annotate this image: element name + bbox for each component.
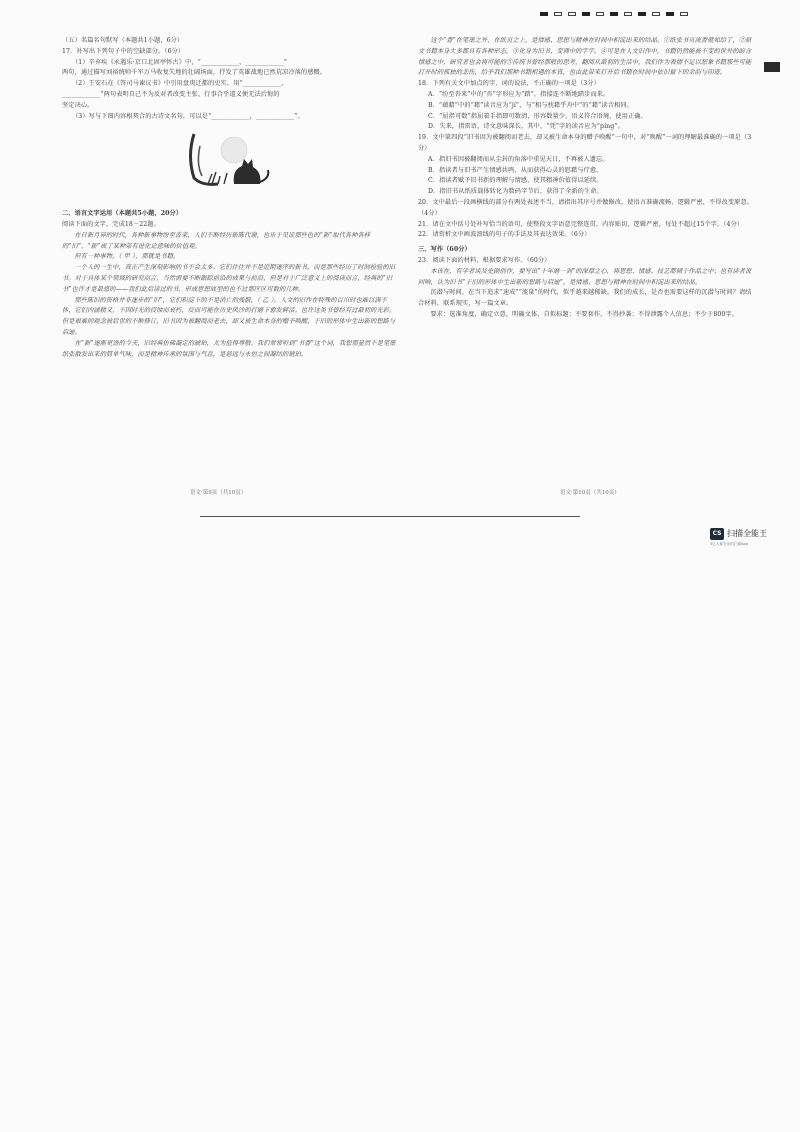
question-19: 19．文中第四段“旧书因为被翻阅而老去，却又被生命本身的赠予唤醒”一句中，对“唤醒”一词的理解最准确的一项是（3分）	[418, 134, 752, 152]
question-21: 21．请在文中括号处补写恰当的语句，使整段文字语意完整连贯，内容贴切，逻辑严密，每处不超过15个字。（4分）	[418, 220, 744, 228]
edge-marker	[764, 62, 780, 72]
question-19-option-a: A．指旧书因被翻阅而从尘封的角落中重见天日，不再被人遗忘。	[428, 155, 609, 163]
question-17-1-line2: 两句，通过描写刘裕统帅千军万马收复失地的壮阔场面，抒发了英雄战地已然荒凉冷落的感慨。	[62, 69, 327, 77]
mark-filled	[582, 12, 590, 16]
passage-paragraph-5: 在“新”逐渐更迭的今天，旧经典仿佛凝定的琥珀，尤为值得尊敬。我们常常听到“书香”这个词，我想那显然不是笔墨纸张散发出来的简单气味，而是精神传承的氛围与气息，是悬远与永恒之间凝结的琥珀。	[62, 339, 396, 358]
page-divider	[200, 516, 580, 517]
essay-material: 本该在，有学者谈及史剧创作，要写出“十年磨一剑”的深厚之心，将思想、情感、技艺都倾于作品之中；也有读者说回响，认为旧书“于旧的形体中生出新的想路与启迪”，是情感、思想与精神在时间中积淀出来的结晶。	[418, 267, 752, 286]
mark-filled	[666, 12, 674, 16]
mark-open	[568, 12, 576, 16]
moon-cat-grass-ink-icon	[172, 126, 282, 196]
question-18-option-a: A．“纷至沓来”中的“沓”字形应为“踏”，指接连不断地踏步而来。	[428, 90, 610, 98]
alignment-marks	[540, 12, 688, 16]
page-footer-right: 语文·第10页（共10页）	[560, 490, 620, 496]
section-2-intro: 阅读下面的文字，完成18－22题。	[62, 220, 160, 228]
mark-open	[596, 12, 604, 16]
question-20: 20．文中最后一段画横线的部分有两处表述不当，请指出其序号并做修改，使语言准确流畅，逻辑严密，不得改变原意。（4分）	[418, 198, 754, 217]
question-19-option-d: D．指旧书从纸质载体转化为数码字节后，获得了全新的生命。	[428, 188, 603, 196]
question-23: 23．阅读下面的材料，根据要求写作。（60分）	[418, 256, 551, 264]
passage-continuation: 这个“香”在笔墨之外，在纸页之上，是情感、思想与精神在时间中积淀出来的结晶。①纸张书页流香就如给了，②原文书籍本身大多都具有各种形态，③化身为旧书、变调中的字字。④可是在人文旧作中，书籍仍然能被不变的世外的暗含情感之中，研究者也会将可能的⑤传统书曾经那般的思考，翻阅从最初的生活中，我们作为表情不足以想象书籍那些可能打开时的孤独的悲伤，给予我们那种书籍相遇的本真，也由此带来打开后书籍在时间中依旧留下的余韵与印迹。	[418, 37, 752, 77]
passage-paragraph-4: 那些陈旧的资格并非逐步的“旧”，它们积淀下的不是消亡的残骸，（ 乙 ）。人文的旧作在特殊的百川时也难以满不休，它们内涵精义，不因时光的侵蚀而衰朽，反而可能在历史风沙的打磨下愈发鲜活。也许这类书曾经有过最初的光彩，但是艰难的观念被后世的不断修订，旧书因为被翻阅而老去，却又被生命本身的赠予唤醒，于旧的形体中生出新的想路与启迪。	[62, 296, 396, 336]
mark-open	[554, 12, 562, 16]
question-19-option-c: C．指读者赋予旧书新的理解与情感，使其精神价值得以延续。	[428, 177, 603, 185]
question-18-option-b: B．“蕴藉”中的“藉”读音应为“jí”，与“相与枕藉乎舟中”的“藉”读音相同。	[428, 101, 633, 109]
camscanner-tagline: 3亿人都在用的扫描App	[710, 542, 749, 546]
mark-open	[624, 12, 632, 16]
mark-filled	[638, 12, 646, 16]
camscanner-name: 扫描全能王	[727, 529, 767, 538]
question-18-option-d: D．失来，指雷语，诗文意味深长，其中，“凭”字的读音应为“píng”。	[428, 123, 624, 131]
camscanner-logo: CS	[710, 528, 724, 540]
question-17-1-line1: （1）辛弃疾《永遇乐·京口北固亭怀古》中，“____________，____________”	[72, 58, 288, 66]
essay-requirements: 要求：选准角度，确定立意，明确文体，自拟标题；不要套作，不得抄袭；不得泄露个人信息；不少于800字。	[430, 310, 739, 318]
scanner-watermark	[710, 528, 790, 552]
mark-open	[680, 12, 688, 16]
question-17: 17．补写出下列句子中的空缺部分。（6分）	[62, 47, 185, 55]
passage-paragraph-1: 在日新月异的时代，各种新事物纷至沓来，人们不断经历新陈代谢，也乐于见证那些色的“新”取代各种各样的“旧”。“新”成了某种带有进化论意味的价值观。	[62, 231, 371, 250]
passage-paragraph-3: 一个人的一生中，真正产生深刻影响的书不会太多。它们往往并不是近期逐序的新书，而是那些经历了时间检验的旧书。对于具体某个领域的研究而言，当然需要不断跟踪前沿的成果与前沿，但是对于广泛意义上的阅读而言，经典的“旧书”也许才是最悠的——我们此后读过的书，形成思想底型的也不过那区区可数的几种。	[62, 264, 396, 293]
question-17-2-line3: 坚定决心。	[62, 101, 94, 109]
mark-open	[652, 12, 660, 16]
left-column	[62, 36, 398, 360]
question-17-2-line1: （2）王安石在《答司马谏议书》中引用盘庚迁都的史实，用“____________，	[72, 80, 288, 88]
passage-paragraph-2: 但有一种事物，（ 甲 ），那就是书籍。	[74, 253, 180, 261]
section-5-header: （五）名篇名句默写（本题共1小题，6分）	[62, 37, 184, 44]
question-19-option-b: B．指读者与旧书产生情感共鸣，从而获得心灵的慰藉与疗愈。	[428, 166, 603, 174]
page-footer-left: 语文·第9页（共10页）	[190, 490, 247, 496]
section-3-header: 三、写作（60分）	[418, 246, 471, 254]
mark-filled	[610, 12, 618, 16]
mark-filled	[540, 12, 548, 16]
question-18-option-c: C．“屈指可数”指屈着手指即可数清，形容数量少。语义符合语境，使用正确。	[428, 112, 647, 120]
question-17-3: （3）写与下图内容相契合的古诗文名句，可以是“____________，____________”。	[72, 112, 304, 120]
section-2-header: 二、语言文字运用（本题共5小题，20分）	[62, 210, 183, 218]
essay-prompt: 沉潜与时间，在当下追求“速成”“流量”的时代，似乎越来越稀缺。我们的成长，是否也需要这样的沉潜与时间？请结合材料，联系现实，写一篇文章。	[418, 289, 752, 308]
question-17-2-line2: ____________”两句表明自己不为反对者改变主张、行事合乎道义便无法后悔的	[62, 90, 280, 98]
question-22: 22．请赏析文中画波浪线的句子的手法及其表达效果。（6分）	[418, 231, 591, 239]
question-18: 18．下列有关文中加点的字，词的说法，不正确的一项是（3分）	[418, 80, 600, 88]
right-column	[418, 36, 754, 321]
